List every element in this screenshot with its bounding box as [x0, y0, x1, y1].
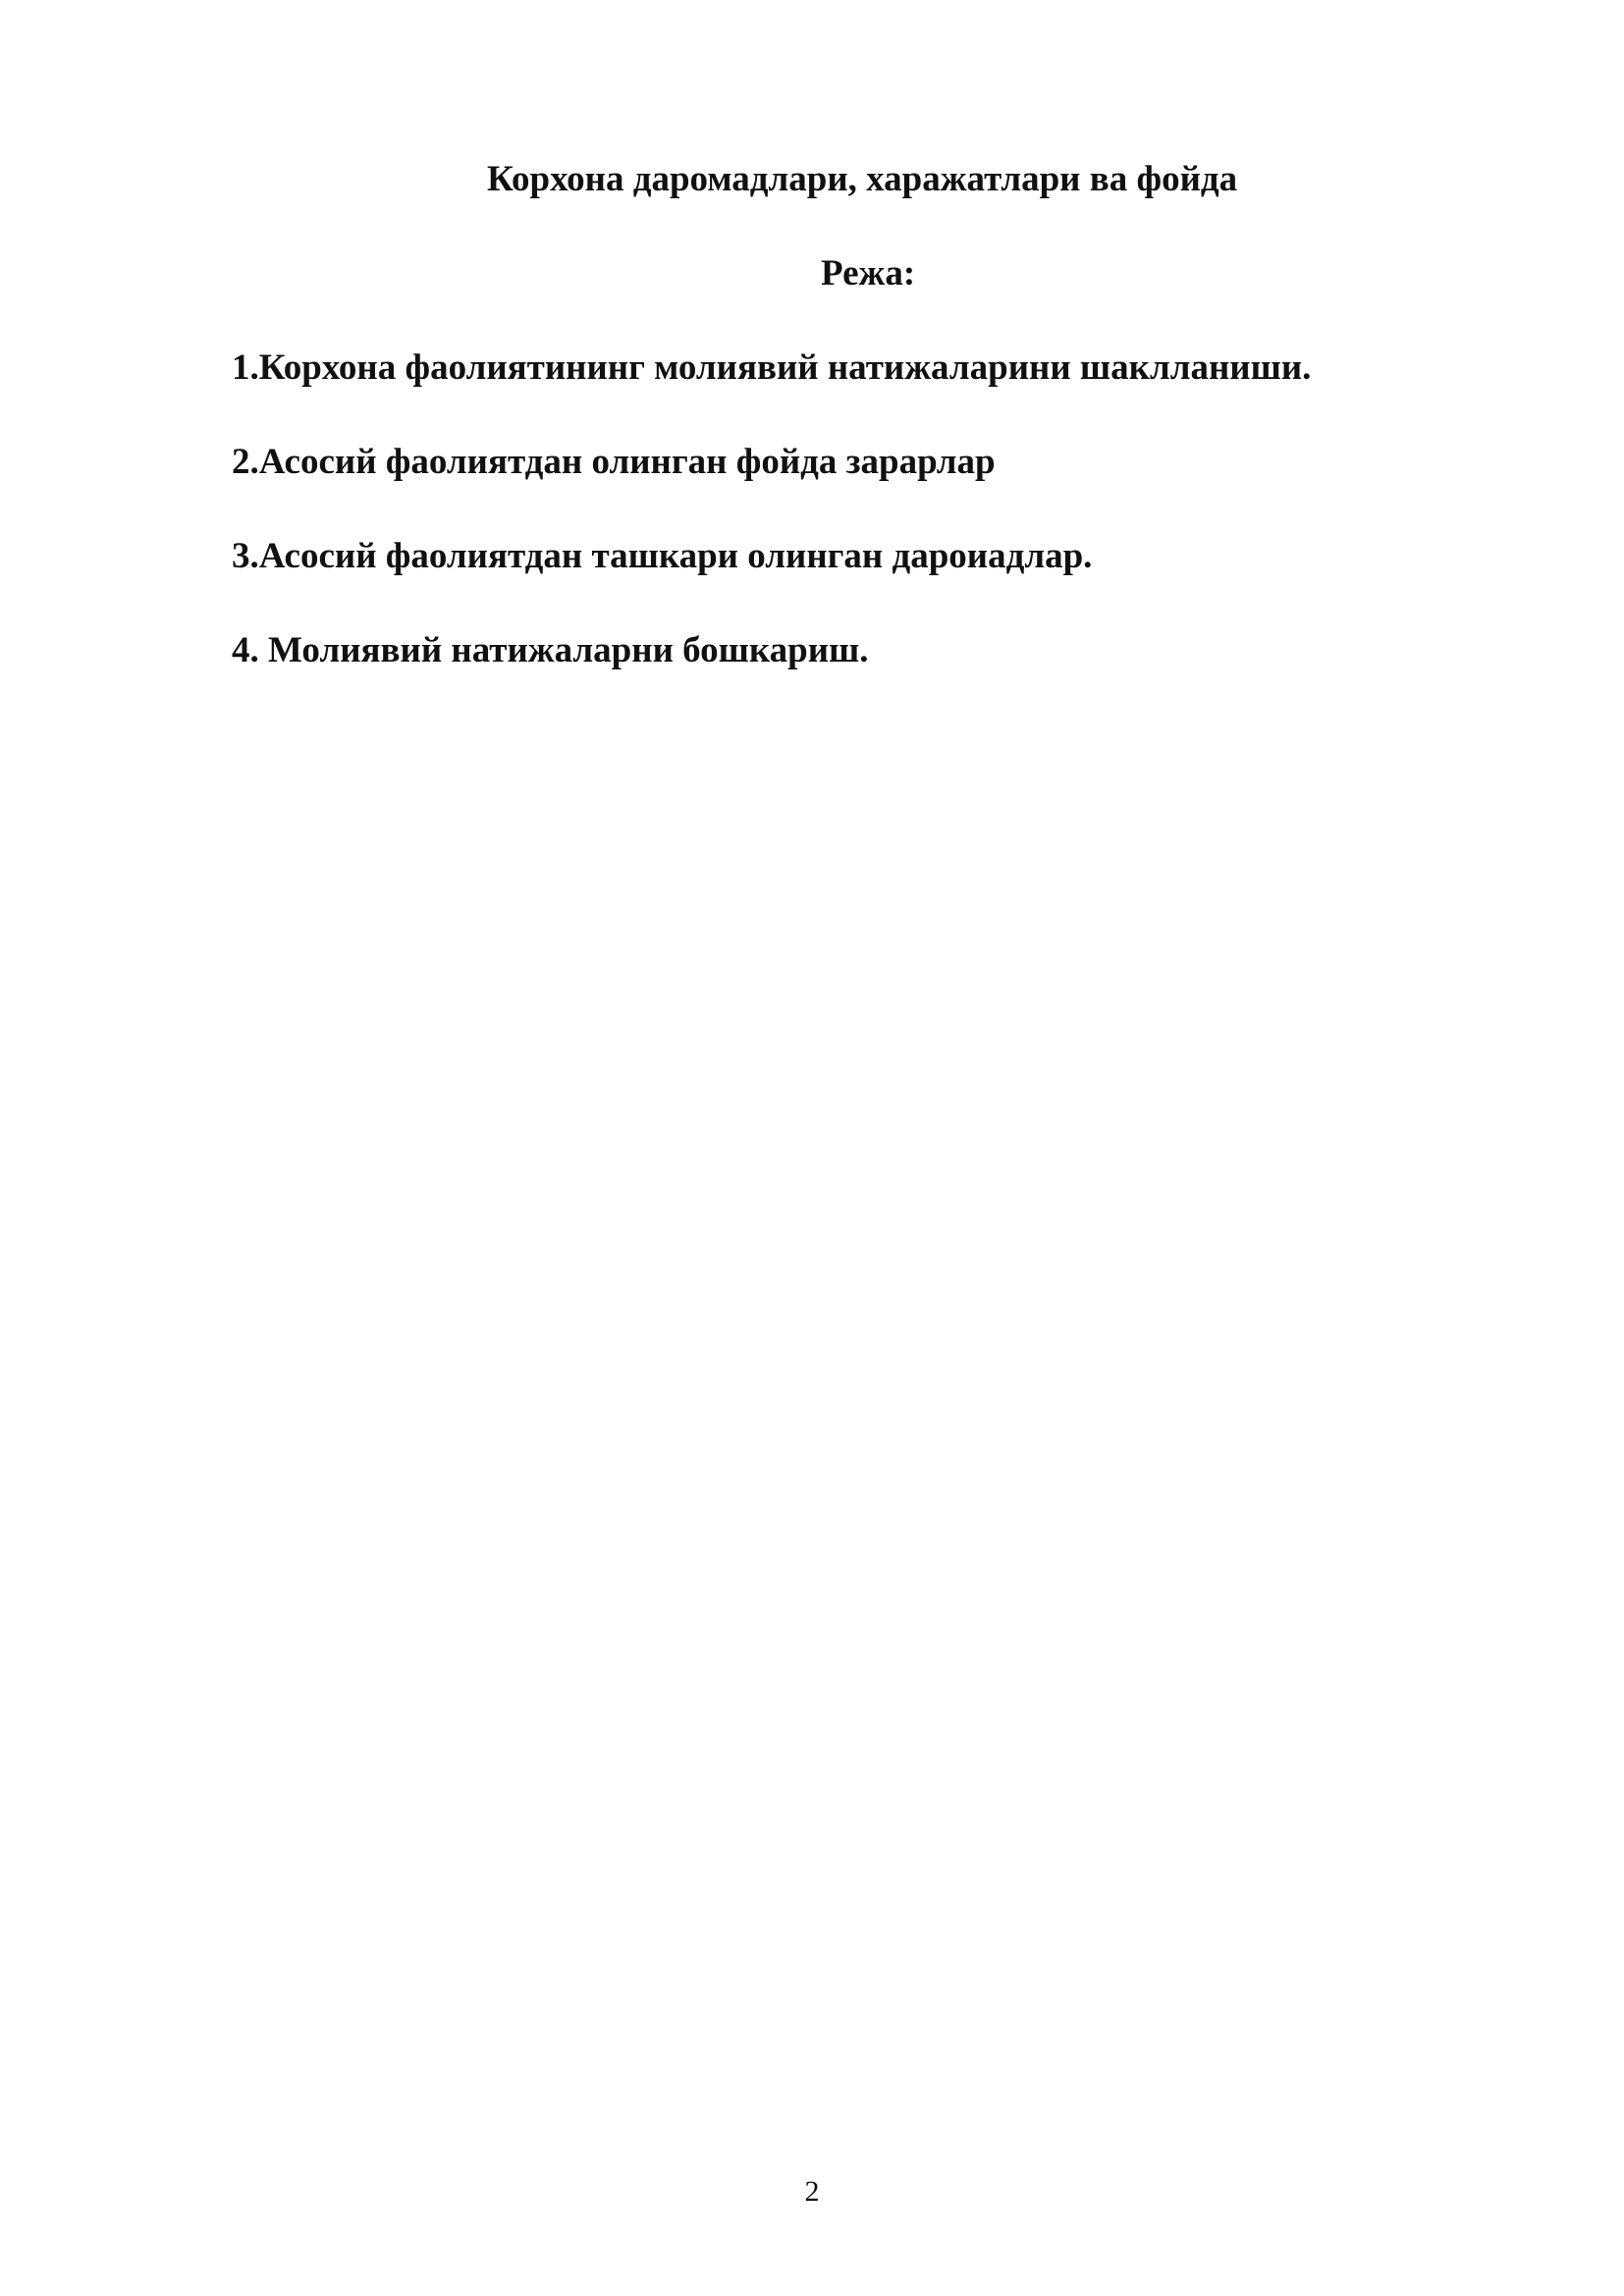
document-title: Корхона даромадлари, харажатлари ва фойда — [487, 159, 1238, 199]
plan-list — [232, 346, 1311, 722]
plan-item-1: 1.Корхона фаолиятининг молиявий натижаларини шаклланиши. — [232, 347, 1312, 388]
plan-heading: Режа: — [821, 253, 916, 294]
page-number: 2 — [804, 2175, 820, 2208]
plan-item-4: 4. Молиявий натижаларни бошкариш. — [232, 630, 869, 670]
plan-item-3: 3.Асосий фаолиятдан ташкари олинган дароиадлар. — [232, 536, 1093, 576]
plan-item-2: 2.Асосий фаолиятдан олинган фойда зарарлар — [232, 442, 996, 482]
